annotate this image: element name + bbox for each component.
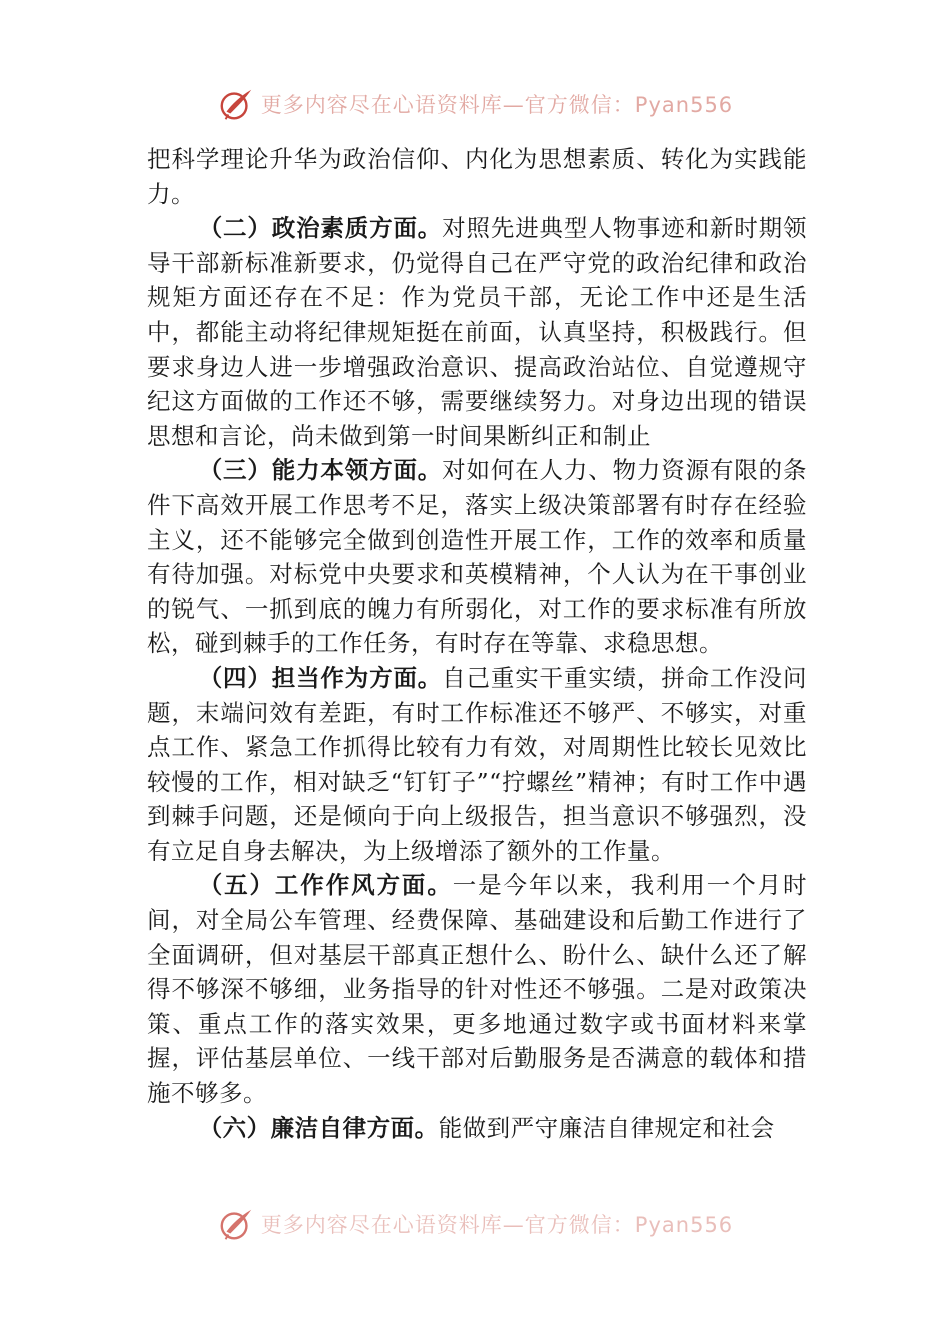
paragraph-2	[147, 211, 807, 453]
paragraph-5	[147, 868, 807, 1110]
paragraph-6	[147, 1111, 807, 1146]
paragraph-6-text: 能做到严守廉洁自律规定和社会	[438, 1113, 775, 1142]
watermark-text: 更多内容尽在心语资料库—官方微信：Pyan556	[260, 93, 734, 117]
paragraph-3-text: 对如何在人力、物力资源有限的条件下高效开展工作思考不足，落实上级决策部署有时存在经验主义，还不能够完全做到创造性开展工作，工作的效率和质量有待加强。对标党中央要求和英模精神，个人认为在干事创业的锐气、一抓到底的魄力有所弱化，对工作的要求标准有所放松，碰到棘手的工作任务，有时存在等靠、求稳思想。	[147, 456, 808, 658]
watermark-header	[0, 84, 950, 124]
paragraph-1	[147, 142, 807, 211]
paragraph-3-heading: （三）能力本领方面。	[198, 456, 443, 485]
paragraph-4-heading: （四）担当作为方面。	[198, 663, 443, 692]
paragraph-6-heading: （六）廉洁自律方面。	[198, 1113, 439, 1142]
paragraph-5-heading: （五）工作作风方面。	[198, 871, 453, 900]
watermark-footer	[0, 1204, 950, 1244]
paragraph-4-text: 自己重实干重实绩，拼命工作没问题，末端问效有差距，有时工作标准还不够严、不够实，对重点工作、紧急工作抓得比较有力有效，对周期性比较长见效比较慢的工作，相对缺乏“钉钉子”“拧螺丝”精神；有时工作中遇到棘手问题，还是倾向于向上级报告，担当意识不够强烈，没有立足自身去解决，为上级增添了额外的工作量。	[147, 663, 808, 865]
quill-logo-icon	[217, 85, 255, 123]
paragraph-4	[147, 661, 807, 869]
paragraph-3	[147, 453, 807, 661]
paragraph-5-text: 一是今年以来，我利用一个月时间，对全局公车管理、经费保障、基础建设和后勤工作进行了全面调研，但对基层干部真正想什么、盼什么、缺什么还了解得不够深不够细，业务指导的针对性还不够强。二是对政策决策、重点工作的落实效果，更多地通过数字或书面材料来掌握，评估基层单位、一线干部对后勤服务是否满意的载体和措施不够多。	[147, 871, 808, 1108]
paragraph-2-heading: （二）政治素质方面。	[198, 214, 443, 243]
document-body	[147, 142, 807, 1145]
paragraph-2-text: 对照先进典型人物事迹和新时期领导干部新标准新要求，仍觉得自己在严守党的政治纪律和政治规矩方面还存在不足：作为党员干部，无论工作中还是生活中，都能主动将纪律规矩挺在前面，认真坚持，积极践行。但要求身边人进一步增强政治意识、提高政治站位、自觉遵规守纪这方面做的工作还不够，需要继续努力。对身边出现的错误思想和言论，尚未做到第一时间果断纠正和制止	[147, 214, 808, 450]
quill-logo-icon	[217, 1205, 255, 1243]
paragraph-1-text: 把科学理论升华为政治信仰、内化为思想素质、转化为实践能力。	[147, 145, 807, 208]
watermark-text: 更多内容尽在心语资料库—官方微信：Pyan556	[260, 1213, 734, 1237]
